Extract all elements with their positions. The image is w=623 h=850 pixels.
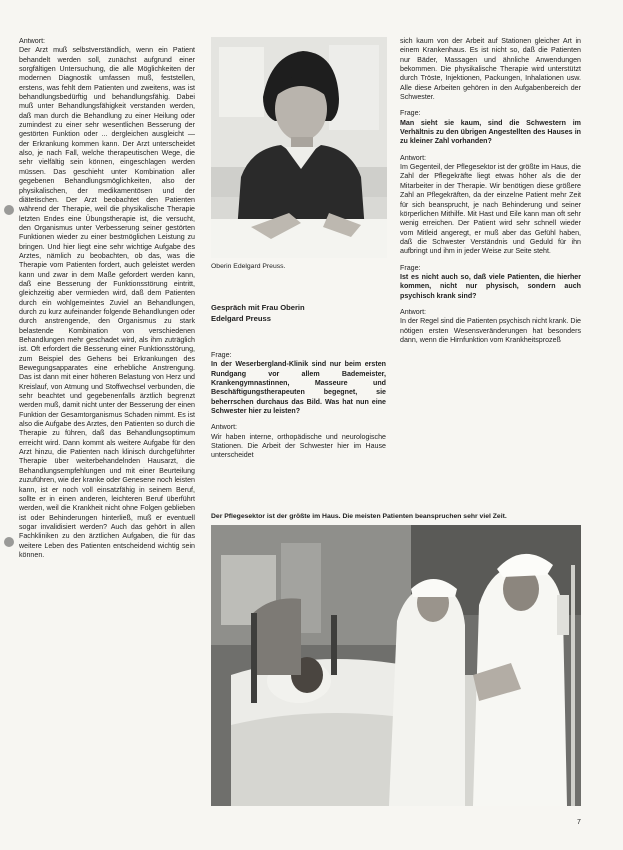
answer-text: Wir haben interne, orthopädische und neurologische Stationen. Die Arbeit der Schwester hier im Hause unterscheidet xyxy=(211,432,386,460)
answer-text: Der Arzt muß selbstverständlich, wenn ein Patient behandelt werden soll, zunächst aufgrund einer sorgfältigen Untersuchung, die alle Möglichkeiten der modernen Diagnostik umfassen muß, feststellen, erstens, was fehlt dem Patienten und zweitens, was ist behandlungsbedürftig und behandlungsfähig. Dabei muß unter Behandlungsfähigkeit verstanden werden, daß man durch die Behandlung zu einer Heilung oder zumindest zu einer sehr wesentlichen Besserung der gestörten Funktion oder ... dergleichen ausgleicht — der Erkrankung kommen kann. Der Arzt unterscheidet also, je nach Fall, welche therapeutischen Wege, die sehr vielfältig sein können, eingeschlagen werden müssen. Das geschieht unter Kombination aller gegebenen Behandlungsmöglichkeiten, also der physikalischen, der medikamentösen und der diätetischen. Der Arzt beobachtet den Patienten während der Therapie, weil die physikalische Therapie letzten Endes eine Übungstherapie ist, die versucht, den Organismus unter Verbesserung seiner gestörten Funktionen wieder zu einer bestmöglichen Leistung zu bringen. Und hier liegt eine sehr wichtige Aufgabe des Arztes, nämlich zu beobachten, ob das, was die Therapie vom Patienten fordert, auch geleistet werden kann und zwar in dem Maße gefordert werden kann, daß eine Besserung der Funktionsstörung eintritt, gleichzeitig aber vermieden wird, daß dem Patienten durch ein wohlgemeintes Zuviel an Behandlungen, durch zu kurz aufeinander folgende Behandlungen oder durch anstrengende, den Organismus zu stark belastende Kombination von verschiedenen Behandlungen mehr geschadet wird, als ihm zuträglich ist. Oft erfordert die Besserung einer Funktionsstörung, zum Beispiel des Gehens bei Erkrankungen des Bewegungsapparates eine erhebliche Anstrengung. Das ist dann mit einer höheren Belastung von Herz und Kreislauf, von Atmung und Stoffwechsel verbunden, die sehr beachtet und gegebenenfalls ärztlich begrenzt werden muß, damit nicht unter der Besserung der einen Funktion der Gesamtorganismus Schaden nimmt. Es ist also die Aufgabe des Arztes, den Patienten so durch die Therapie zu führen, daß das Behandlungsoptimum erreicht wird. Dann kommt als weitere Aufgabe für den Arzt hinzu, die Patienten nach klinisch durchgeführter Therapie über weiterbehandelnden Hausarzt, die Behandlungsempfehlungen und mit einer Beurteilung zuzuführen, wie der kranke oder Genesene noch leisten kann, ist er noch voll einsatzfähig in seinem Beruf, sollte er in einen anderen, leichteren Beruf überführt werden, weil die Krankheit nicht ohne Folgen geblieben ist oder Behinderungen hinterließ, muß er eventuell sogar invalidisiert werden? Auch das gehört in allen Fachkliniken zu den ärztlichen Aufgaben, die für das weitere Leben des Patienten entscheidend wichtig sein können. xyxy=(19,46,195,559)
answer-text: In der Regel sind die Patienten psychisch nicht krank. Die nötigen ersten Wesensveränderungen hat besonders dann, wenn die Hirnfunktion vom Krankheitsprozeß xyxy=(400,317,581,344)
left-column xyxy=(19,37,195,824)
question-text: In der Weserbergland-Klinik sind nur beim ersten Rundgang vor allem Bademeister, Krankengymnastinnen, Masseure und Beschäftigungstherapeuten begegnet, sie beherrschen durchaus das Bild. Was hat nun eine Schwester hier zu leisten? xyxy=(211,360,386,416)
middle-column xyxy=(211,351,386,501)
right-column xyxy=(400,37,581,494)
interview-heading-line2: Edelgard Preuss xyxy=(211,313,271,323)
portrait-photo xyxy=(211,37,387,258)
interview-heading xyxy=(211,303,387,324)
punch-hole-bottom xyxy=(4,537,14,547)
answer-text: Im Gegenteil, der Pflegesektor ist der größte im Haus, die Zahl der Pflegekräfte liegt etwas höher als die der Mitarbeiter in der Therapie. Wir benötigen diese größere Zahl an Pflegekräften, da der einzelne Patient mehr Zeit für sich beansprucht, je nach Behinderung und seiner körperlichen Mithilfe. Mit Hast und Eile kann man oft sehr wenig erreichen. Der Patient wird sehr schnell wieder vom Mitleid angeregt, er muß aber das Gefühl haben, daß die Schwester Verständnis und Geduld für ihn aufbringt und ihm in jeder Weise zur Seite steht. xyxy=(400,163,581,256)
interview-heading-line1: Gespräch mit Frau Oberin xyxy=(211,303,305,312)
answer-label: Antwort: xyxy=(400,153,427,162)
ward-photo-caption: Der Pflegesektor ist der größte im Haus. Die meisten Patienten beanspruchen sehr viel Zeit. xyxy=(211,513,507,520)
answer-label: Antwort: xyxy=(211,423,238,432)
portrait-caption: Oberin Edelgard Preuss. xyxy=(211,263,286,270)
question-text: Ist es nicht auch so, daß viele Patienten, die hierher kommen, nicht nur physisch, sondern auch psychisch krank sind? xyxy=(400,272,581,300)
ward-photo xyxy=(211,525,581,806)
question-label: Frage: xyxy=(400,263,421,272)
question-label: Frage: xyxy=(211,351,232,359)
page-number: 7 xyxy=(577,819,581,826)
punch-hole-top xyxy=(4,205,14,215)
question-label: Frage: xyxy=(400,109,421,118)
answer-label: Antwort: xyxy=(400,307,427,316)
answer-label: Antwort: xyxy=(19,37,46,45)
answer-continuation: sich kaum von der Arbeit auf Stationen gleicher Art in einem Krankenhaus. Es ist nicht so, daß die Patienten nur Bäder, Massagen und ähnliche Anwendungen bekommen. Die physikalische Therapie wird unterstützt durch Tröste, Injektionen, Packungen, Inhalationen usw. Alle diese Arbeiten gehören in den Aufgabenbereich der Schwester. xyxy=(400,37,581,102)
question-text: Man sieht sie kaum, sind die Schwestern im Verhältnis zu den übrigen Angestellten des Hauses in zu kleiner Zahl vorhanden? xyxy=(400,118,581,146)
